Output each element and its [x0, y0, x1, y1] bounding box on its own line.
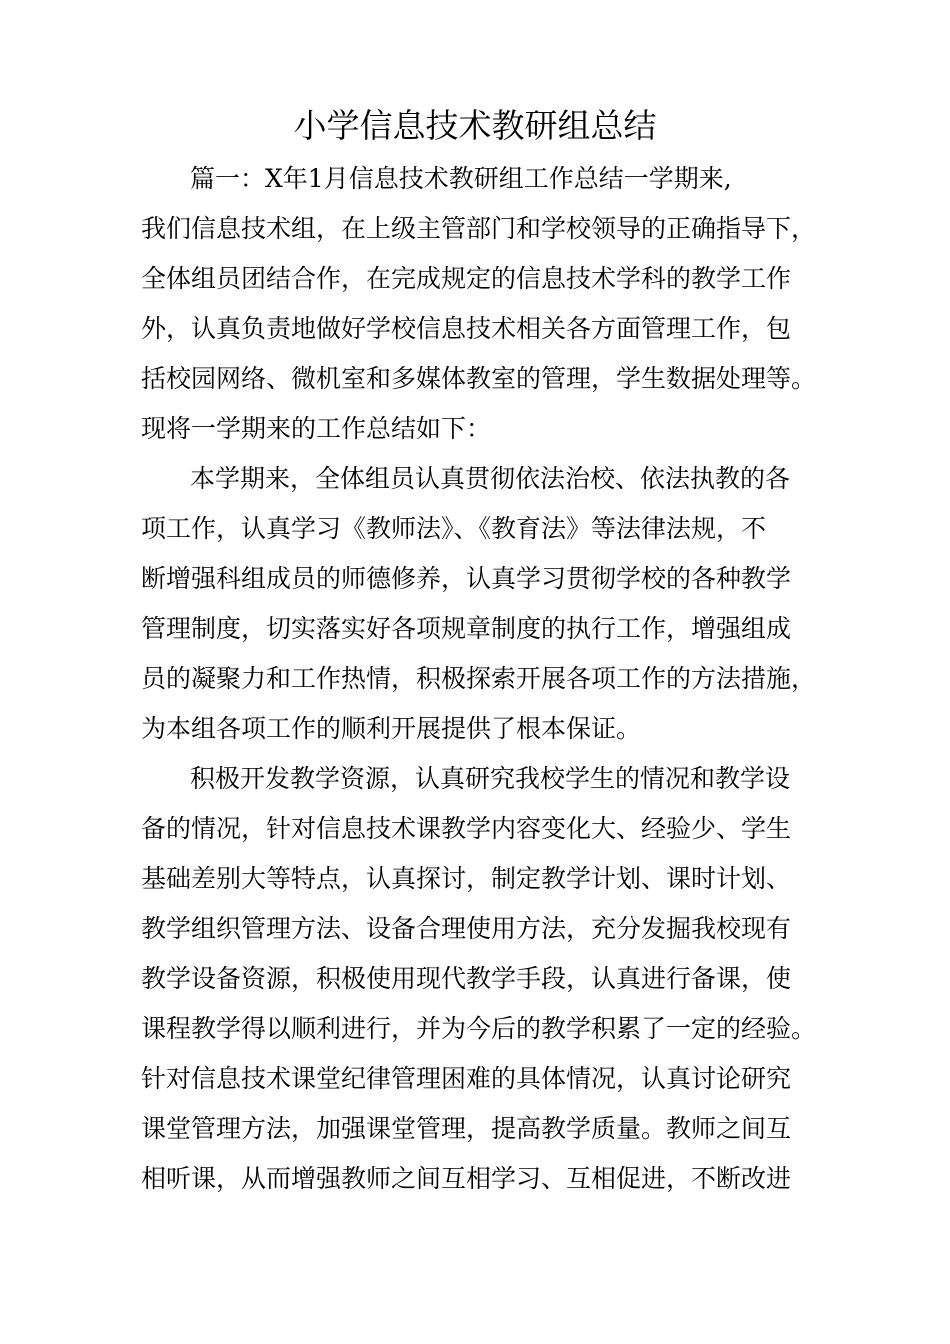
- paragraph-line: 课堂管理方法，加强课堂管理，提高教学质量。教师之间互: [141, 1114, 792, 1143]
- document-title: 小学信息技术教研组总结: [293, 106, 657, 145]
- paragraph-line: 全体组员团结合作，在完成规定的信息技术学科的教学工作: [141, 264, 792, 293]
- paragraph-line: 断增强科组成员的师德修养，认真学习贯彻学校的各种教学: [141, 564, 792, 593]
- paragraph-line: 教学组织管理方法、设备合理使用方法，充分发掘我校现有: [141, 914, 792, 943]
- paragraph-line: 基础差别大等特点，认真探讨，制定教学计划、课时计划、: [141, 864, 792, 893]
- paragraph-line: 针对信息技术课堂纪律管理困难的具体情况，认真讨论研究: [141, 1064, 792, 1093]
- paragraph-line: 员的凝聚力和工作热情，积极探索开展各项工作的方法措施，: [141, 664, 817, 693]
- paragraph-line: 备的情况，针对信息技术课教学内容变化大、经验少、学生: [141, 814, 792, 843]
- paragraph-line: 本学期来，全体组员认真贯彻依法治校、依法执教的各: [190, 464, 791, 493]
- paragraph-line: 相听课，从而增强教师之间互相学习、互相促进，不断改进: [141, 1164, 792, 1193]
- paragraph-line: 项工作，认真学习《教师法》、《教育法》等法律法规，不: [141, 514, 767, 543]
- paragraph-line: 括校园网络、微机室和多媒体教室的管理，学生数据处理等。: [141, 364, 817, 393]
- paragraph-line: 积极开发教学资源，认真研究我校学生的情况和教学设: [190, 764, 791, 793]
- paragraph-line: 现将一学期来的工作总结如下：: [141, 414, 492, 443]
- paragraph-line: 外，认真负责地做好学校信息技术相关各方面管理工作，包: [141, 314, 792, 343]
- paragraph-line: 管理制度，切实落实好各项规章制度的执行工作，增强组成: [141, 614, 792, 643]
- paragraph-line: 教学设备资源，积极使用现代教学手段，认真进行备课，使: [141, 964, 792, 993]
- paragraph-line: 我们信息技术组，在上级主管部门和学校领导的正确指导下，: [141, 214, 817, 243]
- paragraph-line: 课程教学得以顺利进行，并为今后的教学积累了一定的经验。: [141, 1014, 817, 1043]
- paragraph-line: 篇一：X年1月信息技术教研组工作总结一学期来,: [190, 164, 732, 193]
- paragraph-line: 为本组各项工作的顺利开展提供了根本保证。: [141, 714, 642, 743]
